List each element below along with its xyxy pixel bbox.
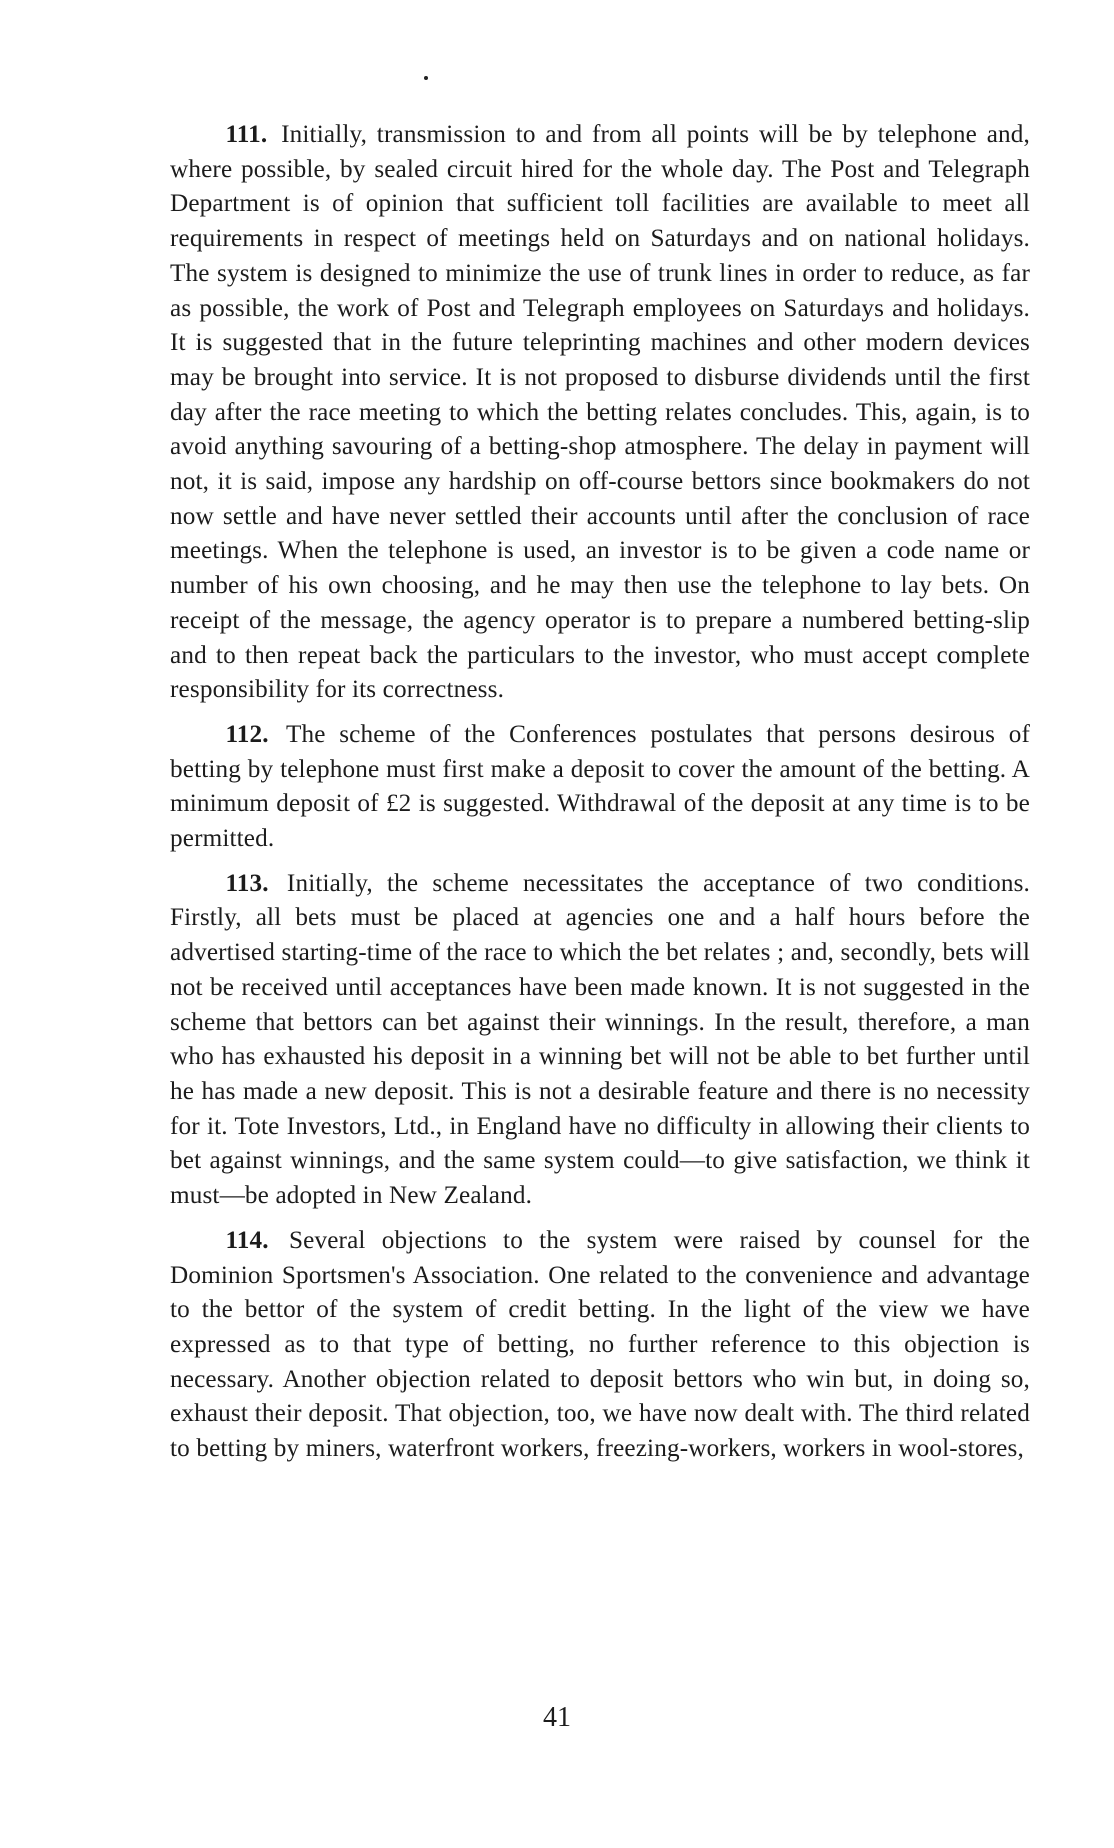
paragraph-text: Several objections to the system were raised by counsel for the Dominion Sportsmen's Association. One related to the convenience and advantage to the bettor of the system of credit betting. In the light of the view we have expressed as to that type of betting, no further reference to this objection is necessary. Another objection related to deposit bettors who win but, in doing so, exhaust their deposit. That objection, too, we have now dealt with. The third related to betting by miners, waterfront workers, freezing-workers, workers in wool-stores,: [170, 1226, 1030, 1463]
paragraph-text: Initially, the scheme necessitates the acceptance of two conditions. Firstly, all bets must be placed at agencies one and a half hours before the advertised starting-time of the race to which the bet relates ; and, secondly, bets will not be received until acceptances have been made known. It is not suggested in the scheme that bettors can bet against their winnings. In the result, therefore, a man who has exhausted his deposit in a winning bet will not be able to bet further until he has made a new deposit. This is not a desirable feature and there is no necessity for it. Tote Investors, Ltd., in England have no difficulty in allowing their clients to bet against winnings, and the same system could—to give satisfaction, we think it must—be adopted in New Zealand.: [170, 869, 1030, 1210]
document-body: [170, 118, 1030, 1477]
paragraph-111: [170, 118, 1030, 708]
paragraph-112: [170, 718, 1030, 857]
page-number: 41: [543, 1702, 571, 1733]
stray-dot-mark: [424, 76, 428, 80]
paragraph-number: 114.: [225, 1226, 269, 1254]
paragraph-text: The scheme of the Conferences postulates that persons desirous of betting by telephone must first make a deposit to cover the amount of the betting. A minimum deposit of £2 is suggested. Withdrawal of the deposit at any time is to be permitted.: [170, 720, 1031, 853]
paragraph-114: [170, 1224, 1030, 1467]
paragraph-number: 112.: [225, 720, 269, 748]
paragraph-number: 111.: [225, 121, 268, 148]
paragraph-113: [170, 867, 1030, 1214]
paragraph-text: Initially, transmission to and from all points will be by telephone and, where possible, by sealed circuit hired for the whole day. The Post and Telegraph Department is of opinion that sufficient toll facilities are available to meet all requirements in respect of meetings held on Saturdays and on national holidays. The system is designed to minimize the use of trunk lines in order to reduce, as far as possible, the work of Post and Telegraph employees on Saturdays and holidays. It is suggested that in the future teleprinting machines and other modern devices may be brought into service. It is not proposed to disburse dividends until the first day after the race meeting to which the betting relates concludes. This, again, is to avoid anything savouring of a betting-shop atmosphere. The delay in payment will not, it is said, impose any hardship on off-course bettors since bookmakers do not now settle and have never settled their accounts until after the conclusion of race meetings. When the telephone is used, an investor is to be given a code name or number of his own choosing, and he may then use the telephone to lay bets. On receipt of the message, the agency operator is to prepare a numbered betting-slip and to then repeat back the particulars to the investor, who must accept complete responsibility for its correctness.: [170, 121, 1030, 704]
paragraph-number: 113.: [225, 869, 269, 897]
